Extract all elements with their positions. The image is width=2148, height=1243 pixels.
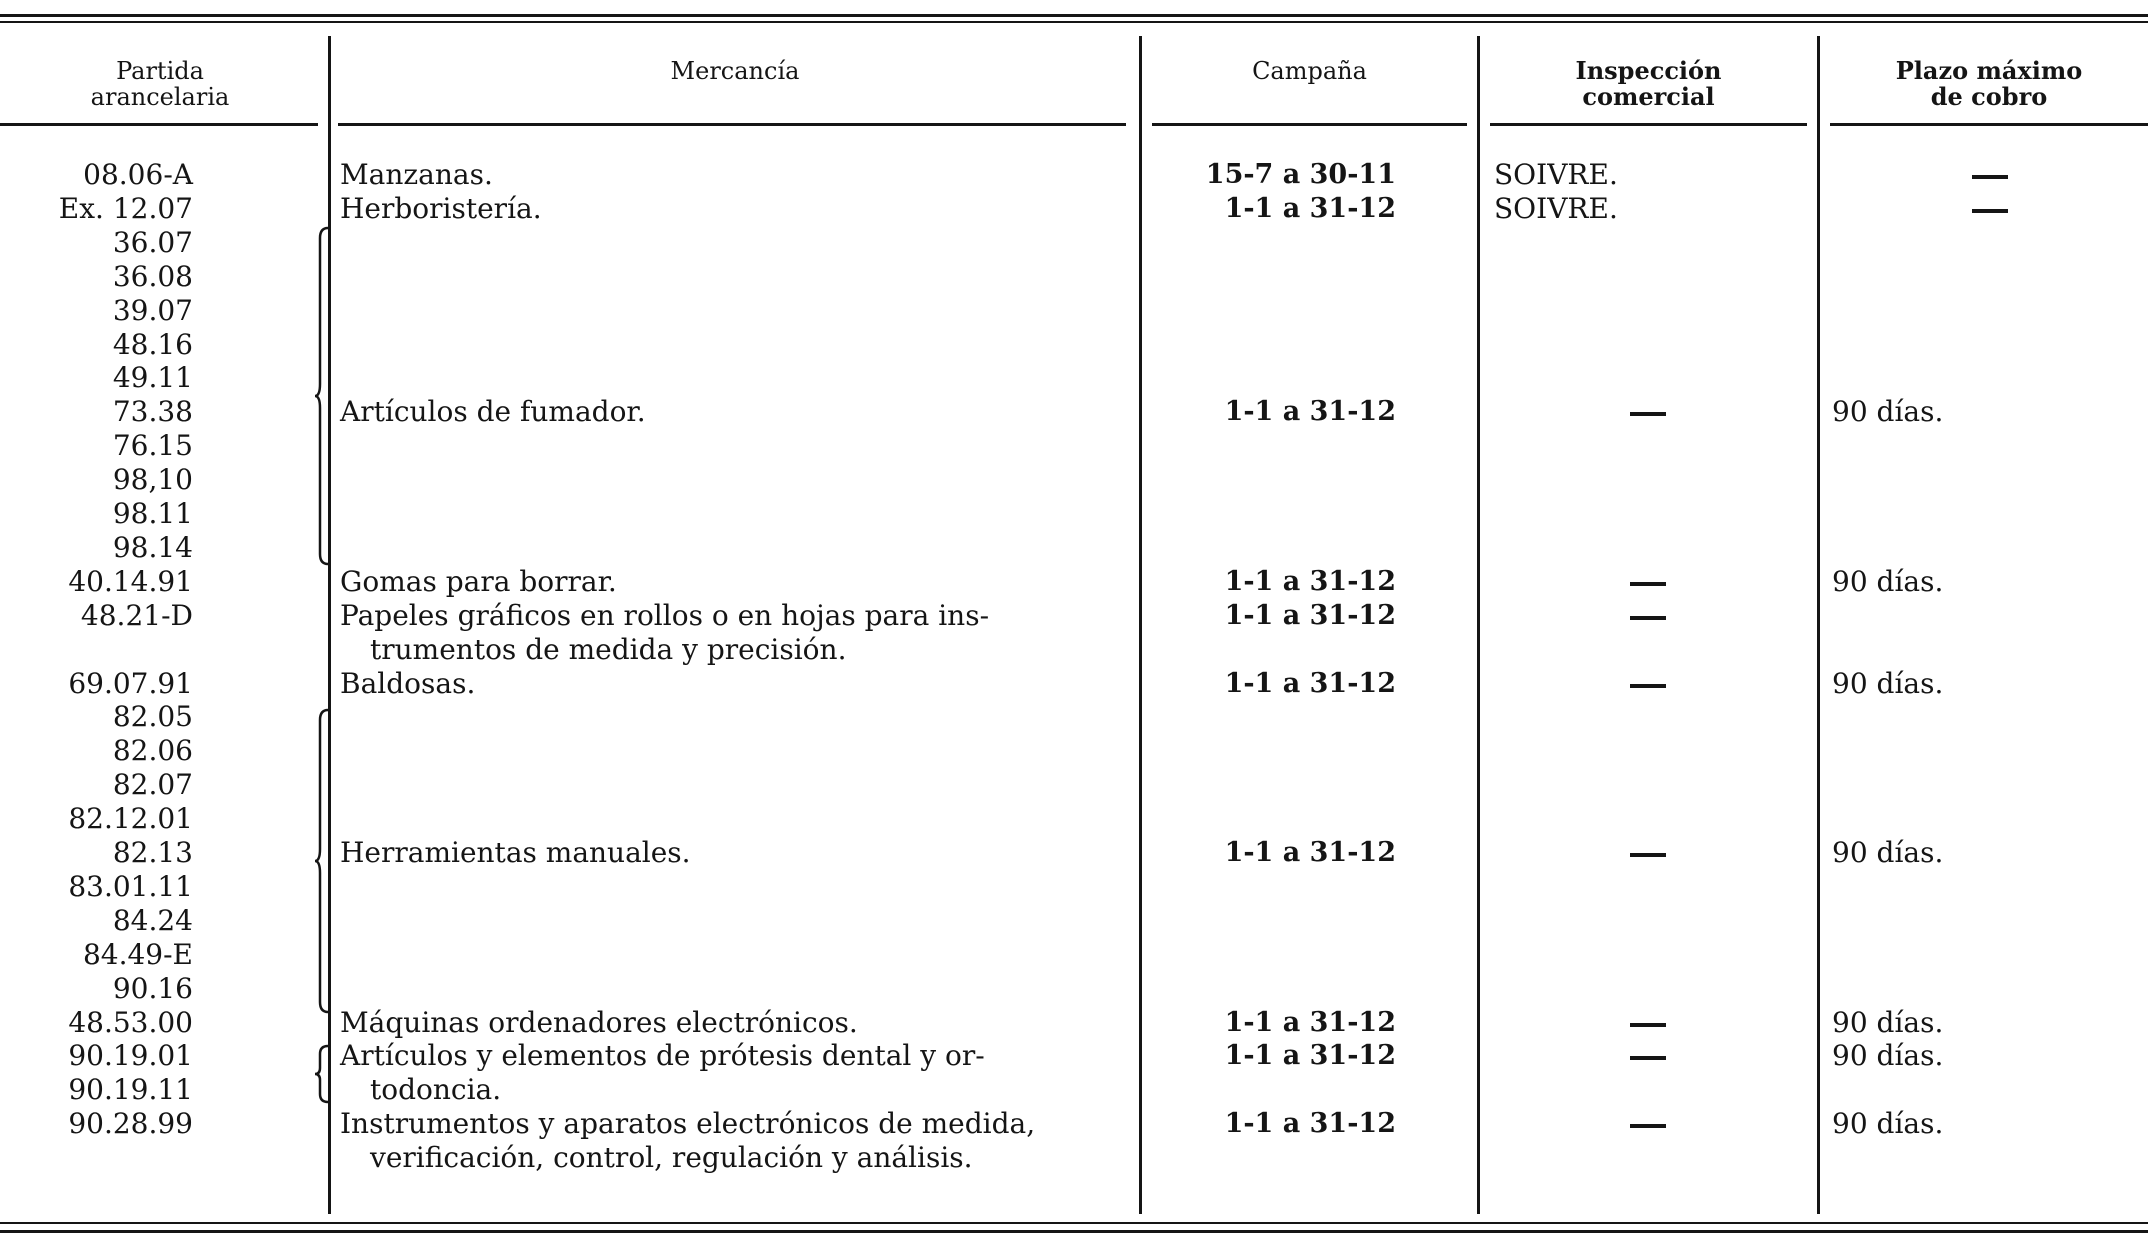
table-row — [0, 192, 2148, 226]
partida-code: 73.38 — [112, 395, 193, 429]
plazo-value: 90 días. — [1832, 395, 1944, 429]
inspeccion-value: SOIVRE. — [1494, 191, 1618, 225]
header-mercancia — [338, 58, 1132, 84]
header-partida-line1: Partida — [116, 57, 204, 85]
campana-value: 1-1 a 31-12 — [1224, 667, 1396, 699]
partida-code: 82.06 — [112, 734, 193, 768]
inspeccion-dash — [1630, 412, 1666, 416]
mercancia-text: trumentos de medida y precisión. — [370, 632, 847, 666]
inspeccion-dash — [1630, 1056, 1666, 1060]
header-mercancia-label: Mercancía — [670, 57, 800, 85]
inspeccion-dash — [1630, 684, 1666, 688]
partida-code: 83.01.11 — [68, 869, 193, 903]
header-inspeccion — [1490, 58, 1807, 110]
campana-value: 1-1 a 31-12 — [1224, 1108, 1396, 1140]
inspeccion-dash — [1630, 582, 1666, 586]
inspeccion-value: SOIVRE. — [1494, 158, 1618, 191]
campana-value: 1-1 a 31-12 — [1224, 1006, 1396, 1038]
table-row — [0, 565, 2148, 599]
bottom-rule — [0, 1222, 2148, 1224]
header-underline — [0, 123, 318, 126]
campana-value: 1-1 a 31-12 — [1224, 837, 1396, 868]
table-row — [0, 667, 2148, 701]
header-plazo — [1830, 58, 2148, 110]
partida-code: 90.16 — [112, 971, 193, 1005]
partida-code: 90.19.11 — [68, 1073, 193, 1107]
plazo-value: 90 días. — [1832, 1005, 1944, 1039]
header-plazo-line2: de cobro — [1930, 82, 2048, 111]
mercancia-text: verificación, control, regulación y análisis. — [370, 1141, 973, 1175]
brace-icon — [314, 226, 334, 566]
partida-code: 36.07 — [112, 225, 193, 259]
campana-value: 1-1 a 31-12 — [1224, 1040, 1396, 1072]
inspeccion-dash — [1630, 616, 1666, 620]
partida-code: 90.28.99 — [68, 1107, 193, 1141]
campana-value: 1-1 a 31-12 — [1224, 565, 1396, 597]
top-rule — [0, 14, 2148, 17]
partida-code: 39.07 — [112, 293, 193, 327]
table-row — [0, 633, 2148, 667]
inspeccion-dash — [1630, 1124, 1666, 1128]
header-underline — [1490, 123, 1807, 126]
mercancia-text: Artículos de fumador. — [340, 395, 646, 429]
partida-code: 76.15 — [112, 429, 193, 463]
partida-code: 84.49-E — [82, 937, 193, 971]
partida-code: 82.05 — [112, 700, 193, 734]
campana-value: 1-1 a 31-12 — [1224, 599, 1396, 631]
campana-value: 15-7 a 30-11 — [1205, 159, 1396, 190]
inspeccion-dash — [1630, 853, 1666, 857]
partida-code: 98.14 — [112, 530, 193, 564]
brace-icon — [314, 708, 334, 1014]
mercancia-text: Baldosas. — [340, 666, 476, 700]
partida-code: 90.19.01 — [68, 1039, 193, 1073]
table-row — [0, 1107, 2148, 1141]
partida-code: 36.08 — [112, 259, 193, 293]
campana-value: 1-1 a 31-12 — [1224, 192, 1396, 224]
header-underline — [1152, 123, 1467, 126]
header-campana — [1152, 58, 1467, 84]
mercancia-text: Herramientas manuales. — [340, 836, 691, 869]
mercancia-text: todoncia. — [370, 1073, 502, 1107]
partida-code: 98,10 — [112, 463, 193, 497]
partida-code: 98.11 — [112, 497, 193, 530]
partida-code: 84.24 — [112, 903, 193, 937]
mercancia-text: Papeles gráficos en rollos o en hojas para ins- — [340, 598, 990, 632]
plazo-value: 90 días. — [1832, 666, 1944, 700]
table-row — [0, 158, 2148, 192]
partida-code: 48.16 — [112, 327, 193, 361]
table-row — [0, 599, 2148, 633]
inspeccion-dash — [1630, 1023, 1666, 1027]
plazo-dash — [1972, 209, 2008, 213]
top-rule-inner — [0, 21, 2148, 23]
brace-icon — [314, 1044, 334, 1104]
campana-value: 1-1 a 31-12 — [1224, 396, 1396, 428]
partida-code: 82.07 — [112, 768, 193, 802]
partida-code: 82.12.01 — [68, 802, 193, 836]
partida-code: 40.14.91 — [68, 564, 193, 598]
mercancia-text: Gomas para borrar. — [340, 564, 617, 598]
bottom-rule-outer — [0, 1230, 2148, 1233]
partida-code: 69.07.91 — [68, 666, 193, 700]
partida-code: 48.53.00 — [68, 1005, 193, 1039]
plazo-value: 90 días. — [1832, 564, 1944, 598]
mercancia-text: Máquinas ordenadores electrónicos. — [340, 1005, 858, 1039]
plazo-value: 90 días. — [1832, 836, 1944, 869]
header-partida — [40, 58, 280, 110]
header-inspeccion-line2: comercial — [1582, 82, 1715, 111]
plazo-dash — [1972, 175, 2008, 179]
partida-code: 08.06-A — [83, 158, 193, 191]
header-underline — [1830, 123, 2148, 126]
mercancia-text: Instrumentos y aparatos electrónicos de medida, — [340, 1107, 1036, 1141]
mercancia-text: Manzanas. — [340, 158, 493, 191]
partida-code: Ex. 12.07 — [58, 191, 193, 225]
header-inspeccion-line1: Inspección — [1575, 56, 1722, 85]
mercancia-text: Herboristería. — [340, 191, 542, 225]
header-campana-label: Campaña — [1252, 57, 1367, 85]
plazo-value: 90 días. — [1832, 1039, 1944, 1073]
header-plazo-line1: Plazo máximo — [1895, 56, 2083, 85]
partida-code: 82.13 — [112, 836, 193, 869]
partida-code: 49.11 — [112, 361, 193, 395]
header-underline — [338, 123, 1126, 126]
mercancia-text: Artículos y elementos de prótesis dental y or- — [340, 1039, 985, 1073]
plazo-value: 90 días. — [1832, 1107, 1944, 1141]
header-partida-line2: arancelaria — [90, 83, 230, 111]
table-row — [0, 1141, 2148, 1175]
partida-code: 48.21-D — [80, 598, 193, 632]
